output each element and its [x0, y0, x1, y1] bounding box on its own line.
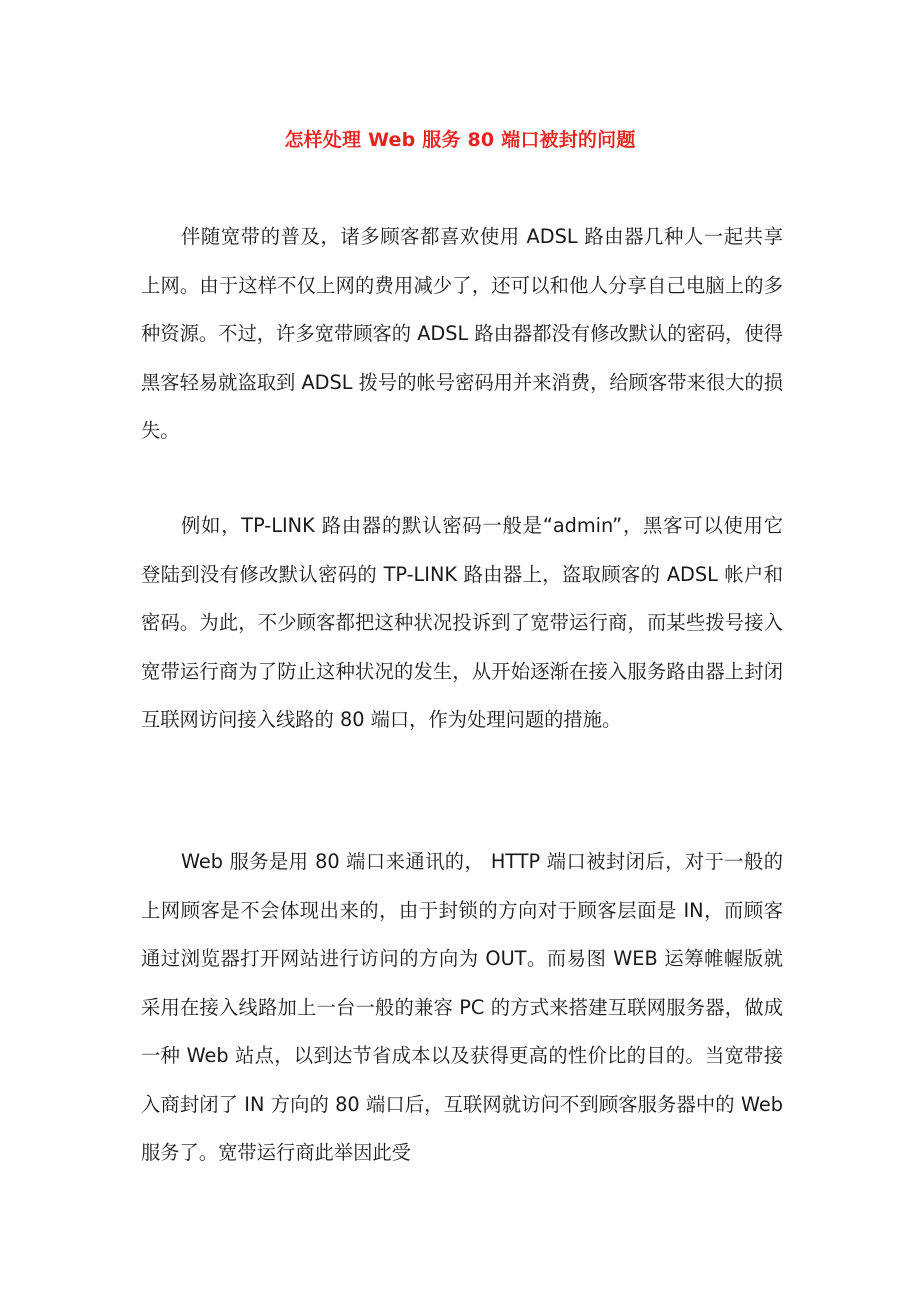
paragraph-3: Web 服务是用 80 端口来通讯的， HTTP 端口被封闭后，对于一般的上网顾客是不会体现出来的，由于封锁的方向对于顾客层面是 IN，而顾客通过浏览器打开网站进行访问的方向为 OUT。而易图 WEB 运筹帷幄版就采用在接入线路加上一台一般的兼容 PC 的方式来搭建互联网服务器，做成一种 Web 站点，以到达节省成本以及获得更高的性价比的目的。当宽带接入商封闭了 IN 方向的 80 端口后，互联网就访问不到顾客服务器中的 Web 服务了。宽带运行商此举因此受 — [141, 850, 783, 1164]
paragraph-2: 例如，TP-LINK 路由器的默认密码一般是“admin”，黑客可以使用它登陆到没有修改默认密码的 TP-LINK 路由器上，盗取顾客的 ADSL 帐户和密码。为此，不少顾客都把这种状况投诉到了宽带运行商，而某些拨号接入宽带运行商为了防止这种状况的发生，从开始逐渐在接入服务路由器上封闭互联网访问接入线路的 80 端口，作为处理问题的措施。 — [141, 514, 783, 731]
document-title: 怎样处理 Web 服务 80 端口被封的问题 — [284, 129, 636, 151]
paragraph-1: 伴随宽带的普及，诸多顾客都喜欢使用 ADSL 路由器几种人一起共享上网。由于这样不仅上网的费用减少了，还可以和他人分享自己电脑上的多种资源。不过，许多宽带顾客的 ADSL 路由器都没有修改默认的密码，使得黑客轻易就盗取到 ADSL 拨号的帐号密码用并来消费，给顾客带来很大的损失。 — [141, 225, 783, 442]
